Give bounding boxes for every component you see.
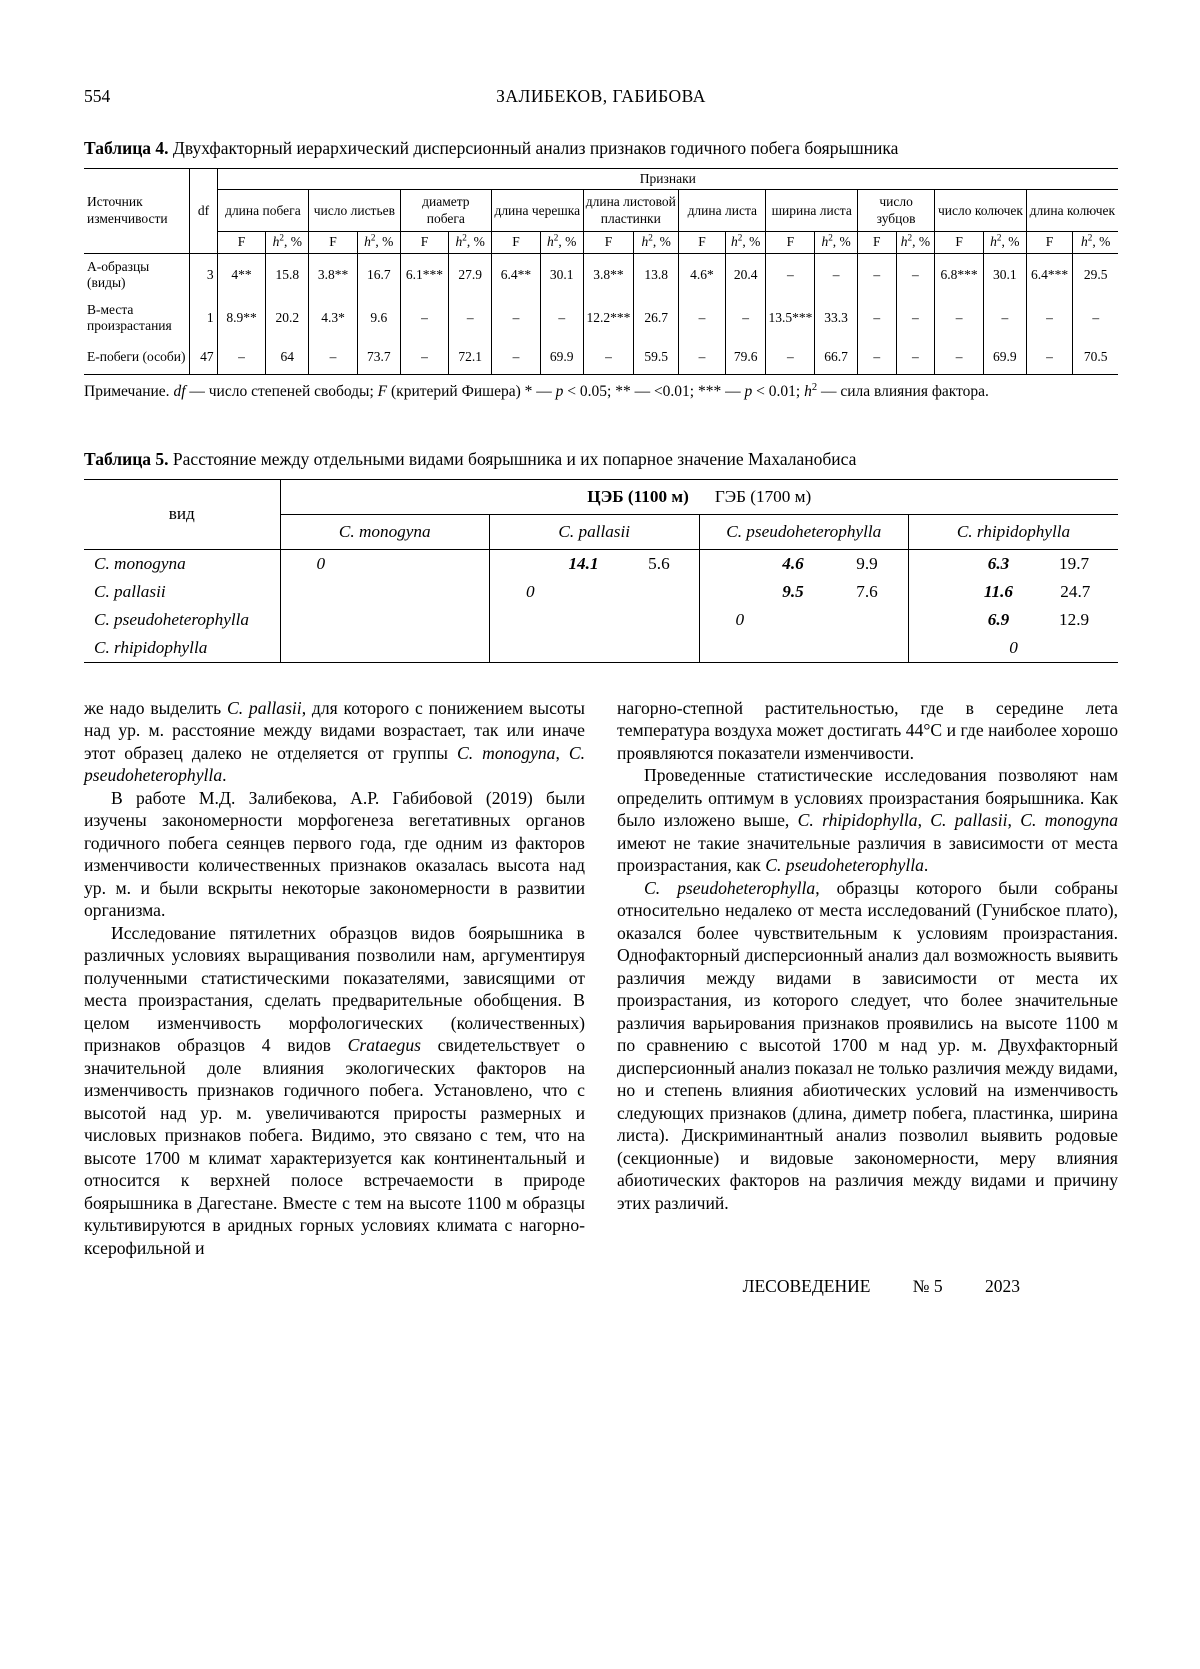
table-row [84,578,1118,606]
table-cell: 6.8*** [935,253,984,296]
table-cell: – [400,297,449,340]
table-cell: 66.7 [815,340,858,375]
distance-value: 11.6 [983,581,1014,601]
table-cell: – [679,297,726,340]
table-cell: 29.5 [1073,253,1118,296]
table-cell [280,549,490,578]
table4-note: Примечание. df — число степеней свободы; F (критерий Фишера) * — p < 0.05; ** — <0.01; *** — p < 0.01; $h^2$ — сила влияния фактора. [84,382,989,401]
table-cell: 47 [190,340,217,375]
running-head-authors: ЗАЛИБЕКОВ, ГАБИБОВА [496,86,706,106]
page-footer [84,1276,1118,1297]
row-label: C. pseudoheterophylla [84,606,280,634]
table-cell: 30.1 [983,253,1026,296]
table-cell: – [766,253,815,296]
row-label: C. rhipidophylla [84,634,280,663]
table-cell: 3.8** [309,253,358,296]
page-number: 554 [84,86,111,106]
footer-journal: ЛЕСОВЕДЕНИЕ [742,1276,871,1297]
table-cell: – [896,340,935,375]
table-cell [909,549,1119,578]
table-cell: – [309,340,358,375]
distance-value: 0 [525,581,535,601]
table-cell: – [983,297,1026,340]
table-cell: 20.4 [725,253,766,296]
column-header-f: F [1026,232,1073,253]
table-cell: 6.4*** [1026,253,1073,296]
column-header-group: длина листовой пластинки [583,190,679,232]
column-header-h2: $h^2$, % [266,232,309,253]
paragraph: Исследование пятилетних образцов видов боярышника в различных условиях выращивания позволили нам, аргументируя полученными статистическими показателями, зависящими от места произрастания, сделать предварительные обобщения. В целом изменчивость морфологических (количественных) признаков образцов 4 видов Crataegus свидетельствует о значительной доле влияния экологических факторов на изменчивость признаков годичного побега. Установлено, что с высотой над ур. м. увеличиваются приросты размерных и числовых признаков побега. Видимо, это связано с тем, что на высоте 1700 м климат характеризуется как континентальный и относится к верхней полосе встречаемости в природе боярышника в Дагестане. Вместе с тем на высоте 1100 м образцы культивируются в аридных горных условиях климата с нагорно-ксерофильной и [84,922,586,1258]
column-header-source: Источник изменчивости [84,169,190,254]
distance-value: 0 [1009,637,1018,657]
column-header-f: F [583,232,634,253]
column-header-h2: $h^2$, % [725,232,766,253]
table-cell: 20.2 [266,297,309,340]
table-cell: 6.4** [492,253,541,296]
paragraph: Проведенные статистические исследования позволяют нам определить оптимум в условиях произрастания боярышника. Как было изложено выше, C. rhipidophylla, C. pallasii, C. monogyna имеют не такие значительные различия в зависимости от места произрастания, как C. pseudoheterophylla. [617,765,1118,876]
table5-caption [84,449,1118,470]
table-cell: 15.8 [266,253,309,296]
table-cell: – [400,340,449,375]
table-cell: – [1073,297,1118,340]
table4-title: Двухфакторный иерархический дисперсионный анализ признаков годичного побега боярышника [172,138,899,158]
distance-value: 14.1 [568,553,599,573]
footer-issue: № 5 [912,1276,943,1297]
table-cell: – [217,340,266,375]
column-header-f: F [309,232,358,253]
table-cell: – [857,253,896,296]
table-cell: 30.1 [540,253,583,296]
table-row [84,606,1118,634]
table-cell [699,549,909,578]
table-row [84,253,1118,296]
table4-label: Таблица 4. [84,138,169,158]
distance-value: 12.9 [1059,609,1090,629]
table4 [84,168,1118,375]
table-cell: 13.8 [634,253,679,296]
distance-value: 9.9 [856,553,878,573]
distance-value: 4.6 [782,553,804,573]
distance-value: 19.7 [1059,553,1090,573]
table-cell: 59.5 [634,340,679,375]
table-cell: 79.6 [725,340,766,375]
table-row [84,549,1118,578]
table-cell: 27.9 [449,253,492,296]
table-cell: 1 [190,297,217,340]
table-cell: 12.2*** [583,297,634,340]
table5 [84,479,1118,663]
table-cell: 70.5 [1073,340,1118,375]
distance-value: 0 [316,553,326,573]
column-header-group: длина листа [679,190,766,232]
table-cell: 9.6 [357,297,400,340]
column-header-group: ширина листа [766,190,857,232]
column-header-h2: $h^2$, % [449,232,492,253]
table-cell [699,634,909,663]
table-cell: – [1026,340,1073,375]
table-cell: 64 [266,340,309,375]
column-header-h2: $h^2$, % [540,232,583,253]
column-header-species: вид [84,479,280,549]
paragraph: нагорно-степной растительностью, где в середине лета температура воздуха может достигать 44°С и где наиболее хорошо проявляются показатели изменчивости. [617,697,1118,763]
column-header-f: F [857,232,896,253]
table-cell: 16.7 [357,253,400,296]
paragraph: же надо выделить C. pallasii, для которого с понижением высоты над ур. м. расстояние между видами возрастает, так или иначе этот образец далеко не отделяется от группы C. monogyna, C. pseudoheterophylla. [84,697,586,786]
table-cell: 4** [217,253,266,296]
distance-value: 24.7 [1060,581,1091,601]
table-cell [280,634,490,663]
distance-value: 6.3 [987,553,1010,573]
distance-value: 6.9 [987,609,1010,629]
table-cell: – [449,297,492,340]
table-cell: – [935,297,984,340]
zone-geb-label: ГЭБ (1700 м) [714,486,812,506]
column-header-df: df [190,169,217,254]
column-header-f: F [492,232,541,253]
table-cell: 13.5*** [766,297,815,340]
column-header-f: F [679,232,726,253]
table4-caption [84,138,1118,159]
table-cell: – [1026,297,1073,340]
table-cell: 8.9** [217,297,266,340]
table-cell: 72.1 [449,340,492,375]
table-cell: 6.1*** [400,253,449,296]
table-cell: – [766,340,815,375]
paragraph: C. pseudoheterophylla, образцы которого были собраны относительно недалеко от места исследований (Гунибское плато), оказался более чувствительным к условиям произрастания. Однофакторный дисперсионный анализ дал возможность выявить различия между видами в зависимости от места их произрастания, из которого следует, что более значительные различия варьирования признаков проявились на высоте 1100 м по сравнению с высотой 1700 м над ур. м. Двухфакторный дисперсионный анализ показал не только различия между видами, но и степень влияния абиотических условий на изменчивость следующих признаков (длина, диметр побега, пластинка, ширина листа). Дискриминантный анализ позволил выявить родовые (секционные) и видовые закономерности, меру влияния абиотических факторов на различия между видами и причину этих различий. [617,877,1118,1213]
column-header-group: длина колючек [1026,190,1118,232]
column-header-zones [280,479,1118,514]
table-cell: – [540,297,583,340]
row-label: В-места произрастания [84,297,190,340]
row-label: А-образцы (виды) [84,253,190,296]
column-header-f: F [935,232,984,253]
table-cell [490,606,700,634]
running-head [84,86,1118,110]
column-header-h2: $h^2$, % [357,232,400,253]
row-label: C. pallasii [84,578,280,606]
table-cell: 26.7 [634,297,679,340]
column-header: C. monogyna [280,514,490,549]
column-header-f: F [766,232,815,253]
distance-value: 5.6 [648,553,670,573]
table5-header-row1 [84,479,1118,514]
column-header: C. pseudoheterophylla [699,514,909,549]
column-header-signs: Признаки [217,169,1118,190]
distance-value: 9.5 [782,581,804,601]
table-cell [280,606,490,634]
table-cell [909,578,1119,606]
column-header-group: число зубцов [857,190,934,232]
table-cell [699,578,909,606]
table4-header-row3 [84,232,1118,253]
column-header-f: F [400,232,449,253]
body-text [84,697,1118,1260]
table-cell: – [857,340,896,375]
table-cell: 73.7 [357,340,400,375]
table-cell: 69.9 [983,340,1026,375]
distance-value: 7.6 [856,581,878,601]
table5-label: Таблица 5. [84,448,169,469]
table-cell: 4.3* [309,297,358,340]
column-header-h2: $h^2$, % [634,232,679,253]
table-cell [490,578,700,606]
zone-ceb-label: ЦЭБ (1100 м) [587,486,689,506]
row-label: C. monogyna [84,549,280,578]
column-header-h2: $h^2$, % [815,232,858,253]
table-cell [699,606,909,634]
table-cell: 33.3 [815,297,858,340]
column-header: C. rhipidophylla [909,514,1119,549]
column-header-h2: $h^2$, % [896,232,935,253]
column-header-group: диаметр побега [400,190,491,232]
table-cell: – [679,340,726,375]
table-cell: – [815,253,858,296]
table-cell: – [583,340,634,375]
table-cell: 3.8** [583,253,634,296]
table-cell [490,634,700,663]
column-header-h2: $h^2$, % [983,232,1026,253]
table-cell: 3 [190,253,217,296]
distance-value: 0 [735,609,745,629]
table-cell: – [896,253,935,296]
table-cell: – [896,297,935,340]
table-cell: – [725,297,766,340]
table5-title: Расстояние между отдельными видами боярышника и их попарное значение Махаланобиса [172,448,857,469]
column-header: C. pallasii [490,514,700,549]
body-column-right [617,697,1118,1260]
column-header-group: число колючек [935,190,1026,232]
table-row [84,634,1118,663]
table-cell: 69.9 [540,340,583,375]
table4-header-row2 [84,190,1118,232]
table-cell [490,549,700,578]
column-header-group: длина побега [217,190,308,232]
table-cell: – [857,297,896,340]
paragraph: В работе М.Д. Залибекова, А.Р. Габибовой (2019) были изучены закономерности морфогенеза вегетативных органов годичного побега сеянцев первого года, где одним из факторов изменчивости количественных признаков оказалась высота над ур. м. и были вскрыты некоторые закономерности в развитии организма. [84,787,585,921]
table-row [84,297,1118,340]
table-row [84,340,1118,375]
table-cell: – [492,340,541,375]
table-cell: – [492,297,541,340]
column-header-h2: $h^2$, % [1073,232,1118,253]
row-label: Е-побеги (особи) [84,340,190,375]
table-cell [909,606,1119,634]
body-column-left [84,697,585,1260]
column-header-group: число листьев [309,190,400,232]
footer-year: 2023 [985,1276,1020,1297]
table-cell: 4.6* [679,253,726,296]
table4-header-row1 [84,169,1118,190]
table-cell: – [935,340,984,375]
column-header-f: F [217,232,266,253]
column-header-group: длина черешка [492,190,583,232]
table-cell [909,634,1119,663]
table-cell [280,578,490,606]
